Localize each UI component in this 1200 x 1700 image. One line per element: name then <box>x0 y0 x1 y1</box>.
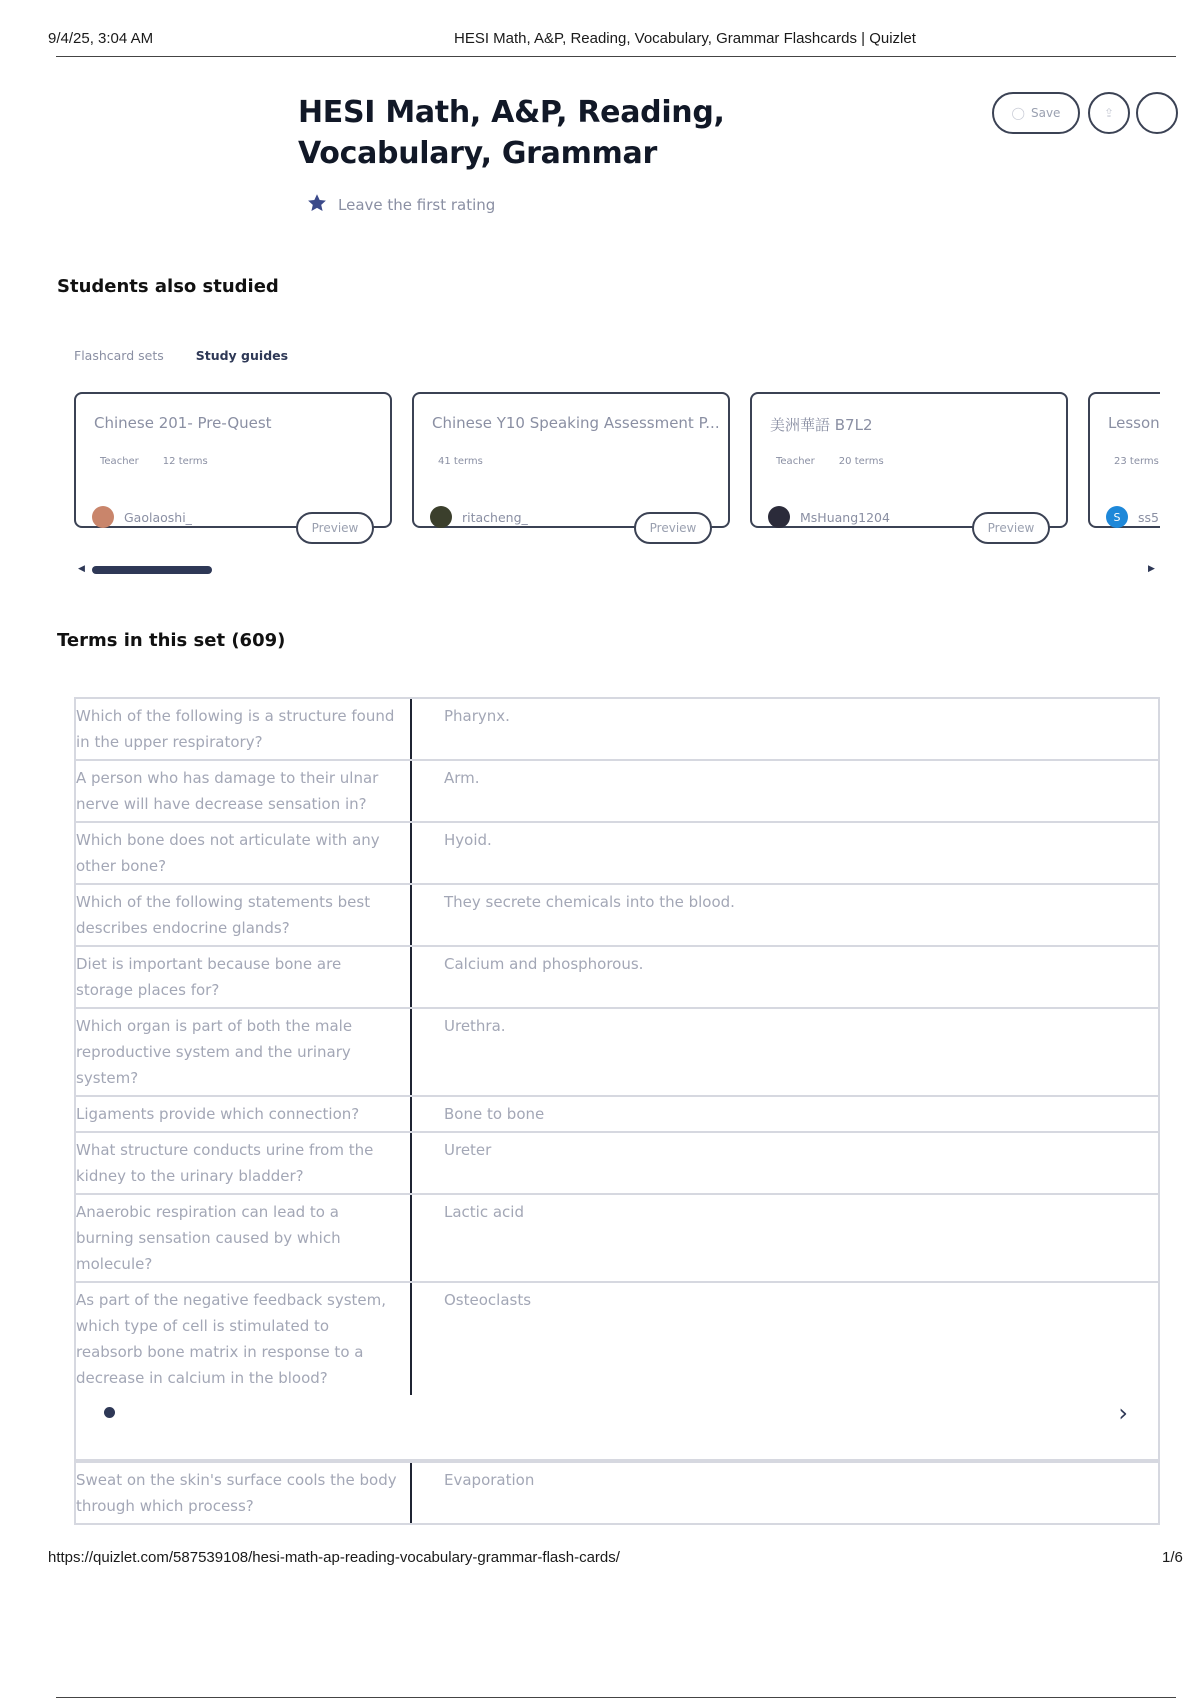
save-label: Save <box>1030 106 1061 120</box>
card-user: ritacheng_ <box>462 509 528 525</box>
term-row <box>74 1195 1160 1283</box>
term-answer: Calcium and phosphorous. <box>444 955 644 973</box>
term-row <box>74 761 1160 823</box>
related-set-card[interactable] <box>1088 392 1160 528</box>
share-icon: ⇪ <box>1103 106 1115 120</box>
term-answer: Arm. <box>444 769 480 787</box>
term-answer: Osteoclasts <box>444 1291 532 1309</box>
preview-button[interactable]: Preview <box>634 512 712 544</box>
print-page-number: 1/6 <box>1162 1549 1183 1566</box>
star-icon <box>306 192 328 218</box>
avatar: S <box>1106 506 1128 528</box>
term-question: Sweat on the skin's surface cools the body through which process? <box>76 1463 412 1523</box>
related-set-card[interactable] <box>750 392 1068 535</box>
term-answer: Bone to bone <box>444 1105 545 1123</box>
card-title: 美洲華語 B7L2 <box>770 416 873 434</box>
tab-study-guides[interactable]: Study guides <box>195 348 289 363</box>
term-question: Which organ is part of both the male reproductive system and the urinary system? <box>76 1009 412 1095</box>
footer-divider <box>56 1697 1176 1698</box>
print-url: https://quizlet.com/587539108/hesi-math-ap-reading-vocabulary-grammar-flash-cards/ <box>48 1549 620 1566</box>
term-answer: Evaporation <box>444 1471 535 1489</box>
term-question: Diet is important because bone are storage places for? <box>76 947 412 1007</box>
avatar <box>768 506 790 528</box>
preview-button[interactable]: Preview <box>296 512 374 544</box>
term-answer: They secrete chemicals into the blood. <box>444 893 735 911</box>
avatar <box>92 506 114 528</box>
term-question: As part of the negative feedback system, which type of cell is stimulated to reabsorb bone matrix in response to a decrease in calcium in the blood? <box>76 1283 412 1395</box>
preview-button[interactable]: Preview <box>972 512 1050 544</box>
print-page-title: HESI Math, A&P, Reading, Vocabulary, Grammar Flashcards | Quizlet <box>454 30 916 47</box>
rating-label: Leave the first rating <box>338 196 496 214</box>
bookmark-icon: ◯ <box>1011 106 1025 120</box>
term-row <box>74 1133 1160 1195</box>
chevron-right-icon[interactable]: › <box>1118 1399 1128 1427</box>
card-title: Chinese Y10 Speaking Assessment P... <box>432 414 720 432</box>
pager-dot[interactable] <box>104 1407 115 1418</box>
set-title: HESI Math, A&P, Reading, Vocabulary, Grammar <box>298 95 725 171</box>
print-datetime: 9/4/25, 3:04 AM <box>48 30 154 47</box>
term-question: Ligaments provide which connection? <box>76 1097 412 1131</box>
terms-pager <box>74 1395 1160 1461</box>
term-question: A person who has damage to their ulnar nerve will have decrease sensation in? <box>76 761 412 821</box>
term-answer: Hyoid. <box>444 831 492 849</box>
card-terms: 12 terms <box>162 456 208 467</box>
term-question: What structure conducts urine from the kidney to the urinary bladder? <box>76 1133 412 1193</box>
card-terms: 41 terms <box>438 456 483 467</box>
card-title: Lesson <box>1108 414 1160 432</box>
more-options-button[interactable] <box>1136 92 1178 134</box>
avatar <box>430 506 452 528</box>
study-tabs <box>74 348 288 363</box>
term-answer: Ureter <box>444 1141 492 1159</box>
term-answer: Pharynx. <box>444 707 510 725</box>
share-button[interactable] <box>1088 92 1130 134</box>
scroll-right-icon[interactable]: ▶ <box>1148 564 1155 574</box>
card-user: MsHuang1204 <box>800 509 890 525</box>
related-set-card[interactable] <box>74 392 392 535</box>
term-row <box>74 697 1160 761</box>
terms-list <box>74 697 1160 1525</box>
carousel-scrollbar[interactable] <box>92 566 212 574</box>
header-divider <box>56 56 1176 57</box>
term-question: Which bone does not articulate with any other bone? <box>76 823 412 883</box>
term-answer: Lactic acid <box>444 1203 524 1221</box>
term-row <box>74 947 1160 1009</box>
card-terms: 23 terms <box>1114 456 1159 467</box>
card-user: Gaolaoshi_ <box>124 509 192 525</box>
save-button[interactable] <box>992 92 1080 134</box>
card-terms: 20 terms <box>838 456 884 467</box>
term-row <box>74 1097 1160 1133</box>
rating-link[interactable] <box>306 192 495 218</box>
term-row <box>74 1283 1160 1395</box>
term-answer: Urethra. <box>444 1017 506 1035</box>
card-title: Chinese 201- Pre-Quest <box>94 414 272 432</box>
scroll-left-icon[interactable]: ◀ <box>78 564 85 574</box>
card-role: Teacher <box>100 456 139 467</box>
related-set-card[interactable] <box>412 392 730 535</box>
tab-flashcard-sets[interactable]: Flashcard sets <box>74 348 164 363</box>
card-user: ss5 <box>1138 509 1159 525</box>
term-row <box>74 823 1160 885</box>
terms-heading: Terms in this set (609) <box>57 630 286 651</box>
term-question: Anaerobic respiration can lead to a burning sensation caused by which molecule? <box>76 1195 412 1281</box>
related-sets-carousel <box>74 392 1160 564</box>
term-question: Which of the following statements best describes endocrine glands? <box>76 885 412 945</box>
term-question: Which of the following is a structure found in the upper respiratory? <box>76 699 412 759</box>
term-row <box>74 1009 1160 1097</box>
card-role: Teacher <box>776 456 815 467</box>
term-row <box>74 1461 1160 1525</box>
term-row <box>74 885 1160 947</box>
students-also-studied-heading: Students also studied <box>57 276 279 297</box>
